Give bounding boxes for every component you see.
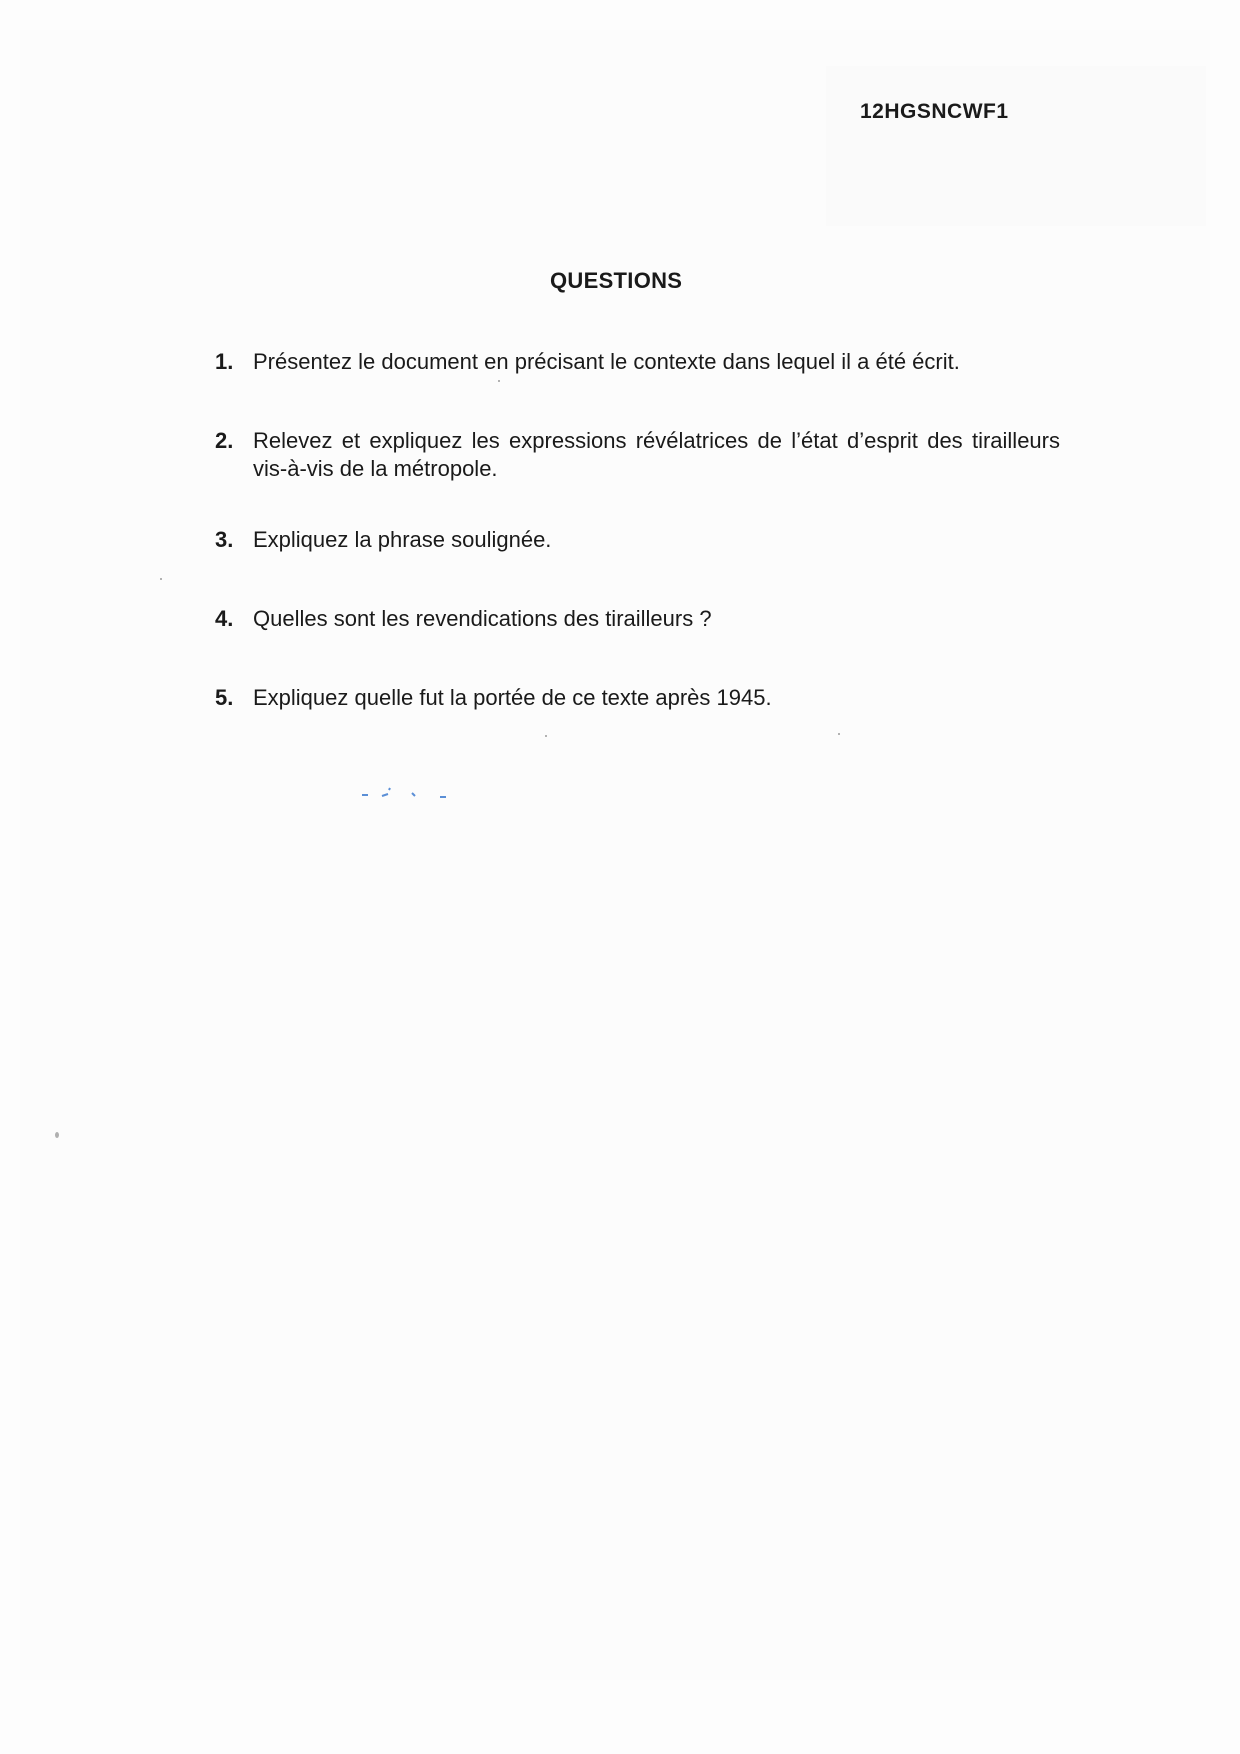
question-number: 4. <box>215 606 234 631</box>
scan-speck <box>160 578 162 580</box>
question-list <box>215 348 1060 712</box>
question-number: 5. <box>215 685 234 710</box>
scan-speck <box>545 735 547 737</box>
question-text: Présentez le document en précisant le contexte dans lequel il a été écrit. <box>253 349 960 374</box>
question-item-2 <box>215 427 1060 483</box>
question-item-4 <box>215 605 1060 633</box>
questions-heading: QUESTIONS <box>550 268 683 293</box>
question-number: 3. <box>215 527 234 552</box>
question-text: Quelles sont les revendications des tirailleurs ? <box>253 606 712 631</box>
pen-mark-stroke <box>382 788 390 796</box>
question-text: Expliquez la phrase soulignée. <box>253 527 552 552</box>
question-item-3 <box>215 526 1060 554</box>
scan-speck <box>498 380 500 382</box>
question-item-1 <box>215 348 1060 376</box>
scan-speck <box>838 733 840 735</box>
question-text: Relevez et expliquez les expressions révélatrices de l’état d’esprit des tirailleurs vis-à-vis de la métropole. <box>253 428 1060 481</box>
header-code-box <box>826 66 1206 226</box>
pen-mark-scribble <box>360 785 450 801</box>
question-number: 2. <box>215 428 234 453</box>
document-code: 12HGSNCWF1 <box>860 100 1009 123</box>
question-text: Expliquez quelle fut la portée de ce texte après 1945. <box>253 685 772 710</box>
scan-speck <box>55 1132 59 1138</box>
question-number: 1. <box>215 349 234 374</box>
question-item-5 <box>215 684 1060 712</box>
pen-mark-stroke <box>412 793 415 796</box>
